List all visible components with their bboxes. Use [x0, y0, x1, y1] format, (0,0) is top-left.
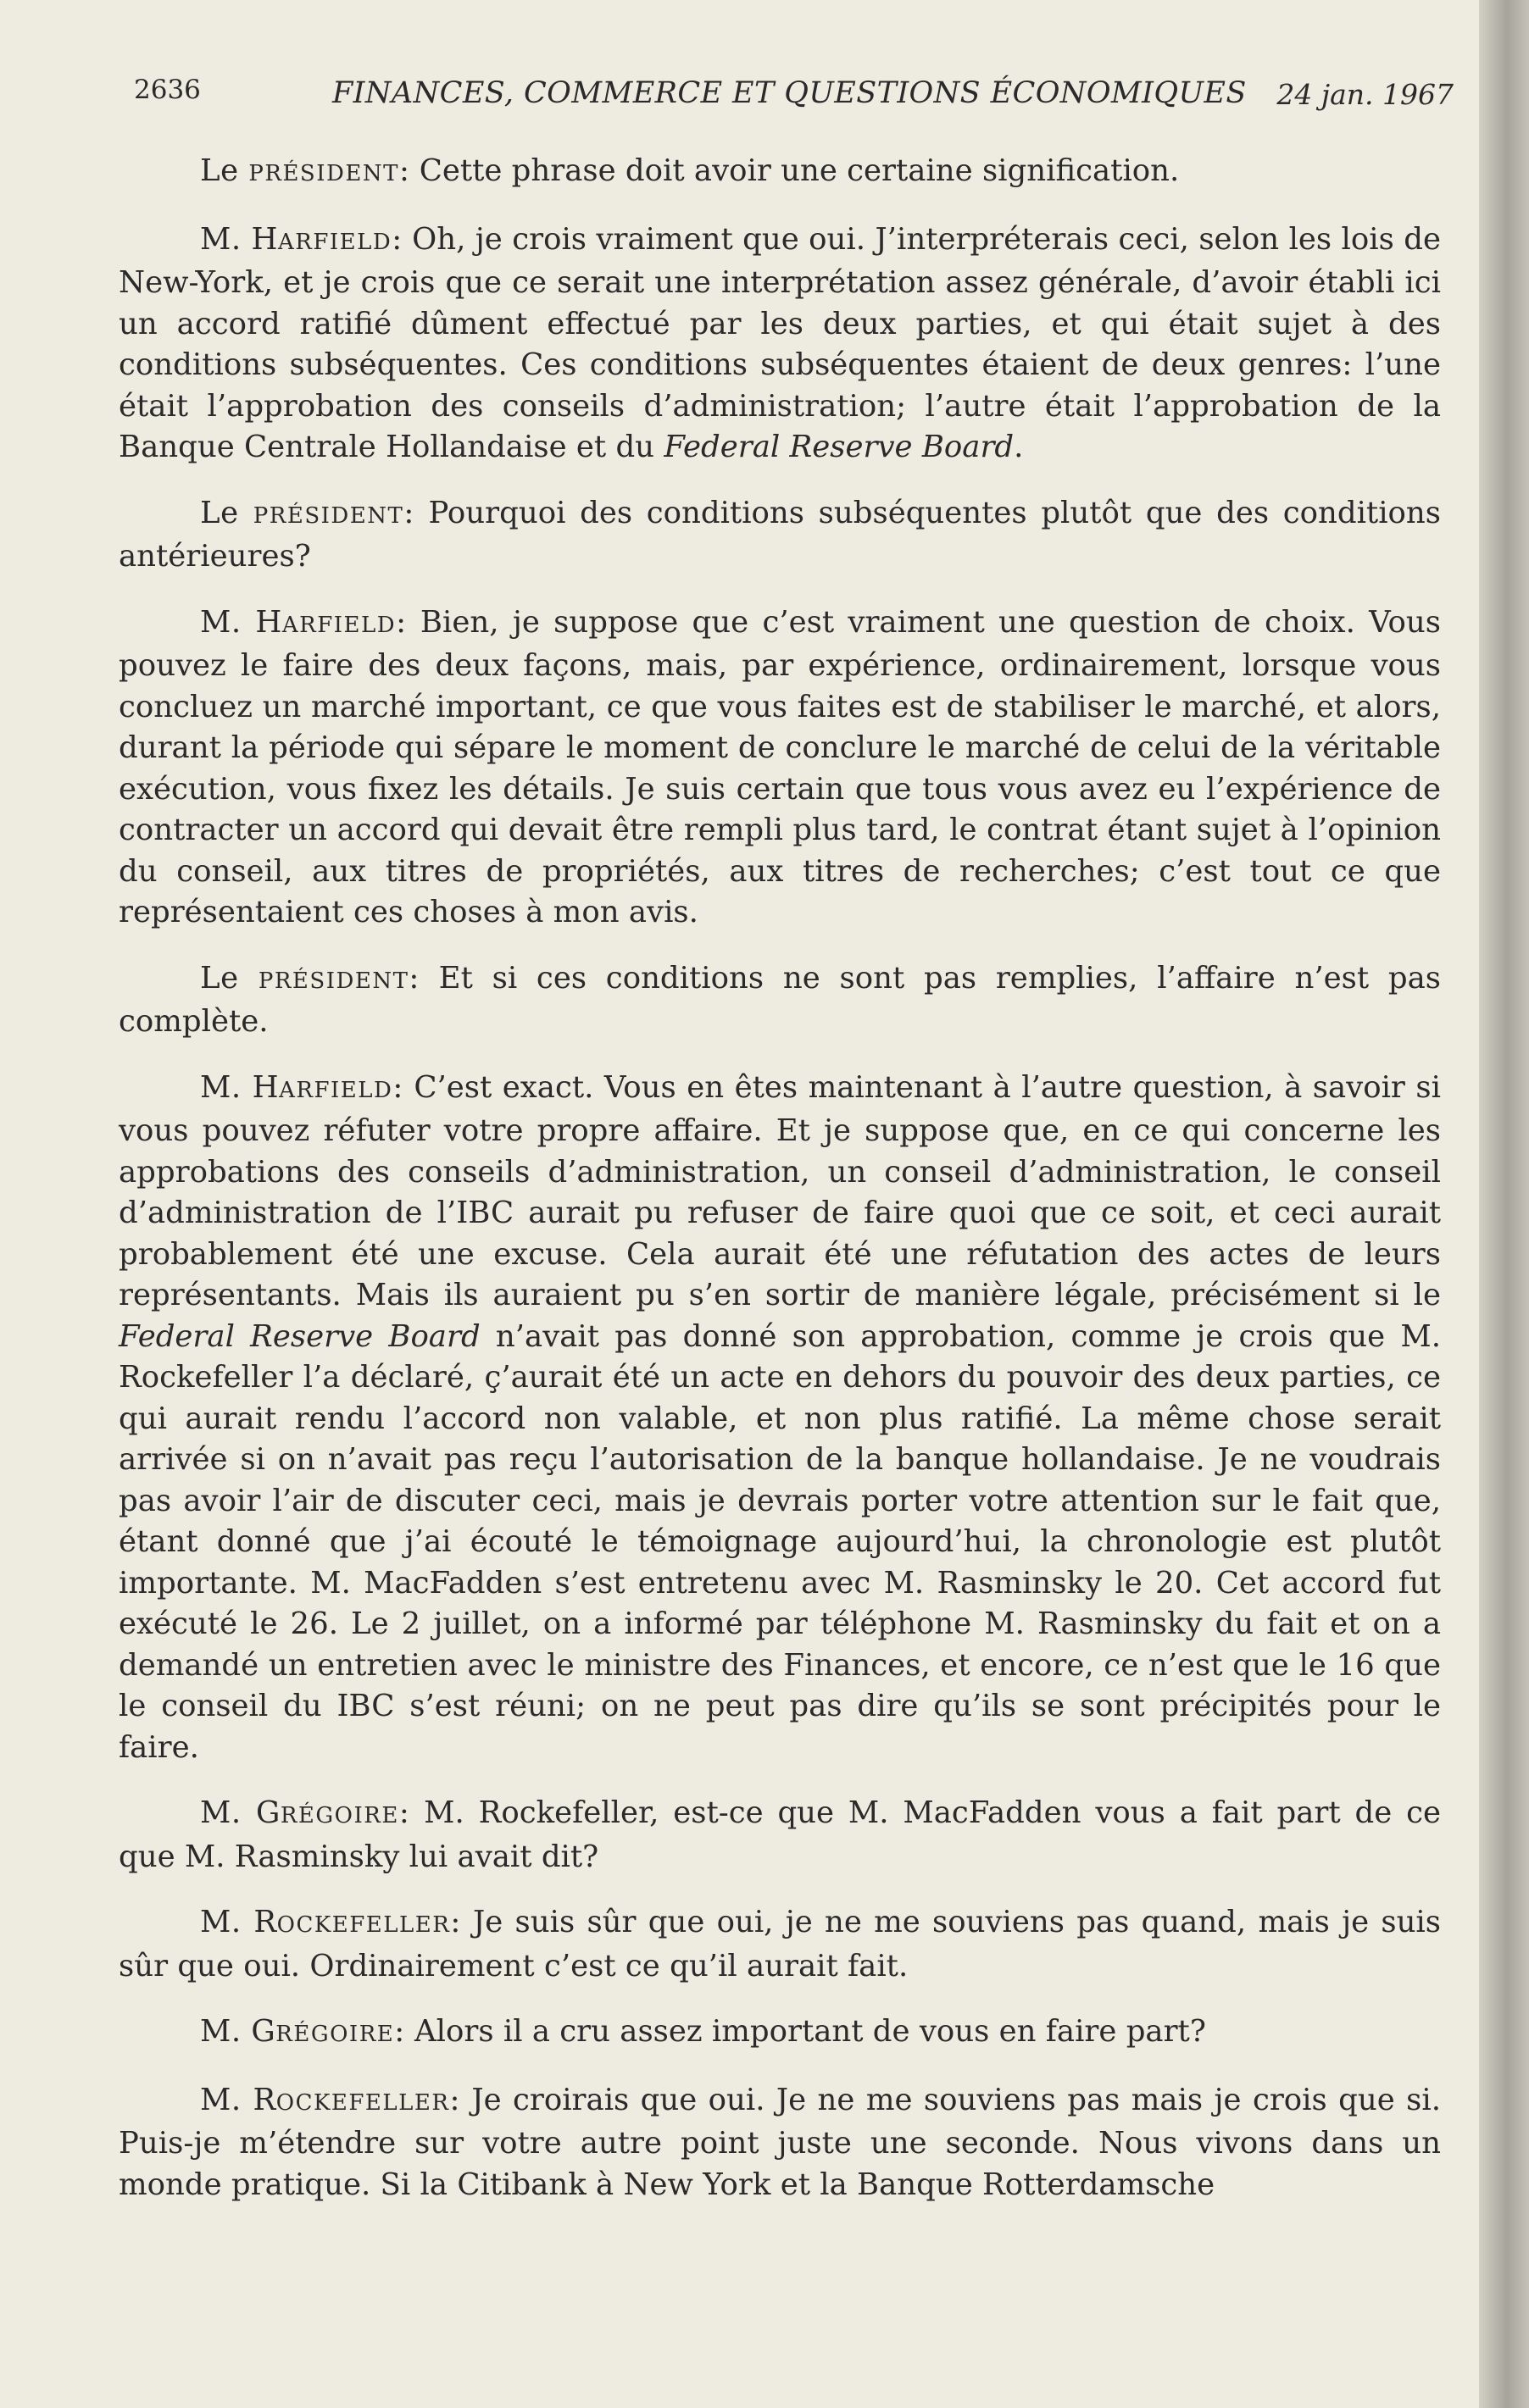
speaker-name: M. HARFIELD: [200, 221, 403, 257]
speaker-name: M. HARFIELD: [200, 604, 407, 640]
speaker-name: Le PRÉSIDENT: [200, 153, 410, 188]
speech-text: C’est exact. Vous en êtes maintenant à l’autre question, à savoir si vous pouvez réfuter votre propre affaire. Et je suppose que, en ce qui concerne les approbations des conseils d’administration, un conseil d’administration, le conseil d’administration de l’IBC aurait pu refuser de faire quoi que ce soit, et ceci aurait probablement été une excuse. Cela aurait été une réfutation des actes de leurs représentants. Mais ils auraient pu s’en sortir de manière légale, précisément si le [119, 1069, 1441, 1312]
speech-text: . [1014, 430, 1024, 464]
italic-term: Federal Reserve Board [664, 430, 1015, 464]
header-date: 24 jan. 1967 [1276, 78, 1454, 111]
paragraph [119, 219, 1441, 469]
paragraph [119, 958, 1441, 1043]
paragraph [119, 1902, 1441, 1987]
paragraph [119, 2080, 1441, 2206]
speech-text: M. Rockefeller, est-ce que M. MacFadden vous a fait part de ce que M. Rasminsky lui avait dit? [119, 1795, 1441, 1874]
speech-text: Oh, je crois vraiment que oui. J’interpréterais ceci, selon les lois de New-York, et je crois que ce serait une interprétation assez générale, d’avoir établi ici un accord ratifié dûment effectué par les deux parties, et qui était sujet à des conditions subséquentes. Ces conditions subséquentes étaient de deux genres: l’une était l’approbation des conseils d’administration; l’autre était l’approbation de la Banque Centrale Hollandaise et du [119, 221, 1441, 464]
page-gutter [1479, 0, 1529, 2408]
speaker-name: Le PRÉSIDENT: [200, 495, 414, 530]
paragraph [119, 1068, 1441, 1769]
body-text [119, 151, 1441, 2230]
running-header [127, 75, 1454, 125]
running-title: FINANCES, COMMERCE ET QUESTIONS ÉCONOMIQUES [332, 76, 1247, 110]
speech-text: Bien, je suppose que c’est vraiment une question de choix. Vous pouvez le faire des deux façons, mais, par expérience, ordinairement, lorsque vous concluez un marché important, ce que vous faites est de stabiliser le marché, et alors, durant la période qui sépare le moment de conclure le marché de celui de la véritable exécution, vous fixez les détails. Je suis certain que tous vous avez eu l’expérience de contracter un accord qui devait être rempli plus tard, le contrat étant sujet à l’opinion du conseil, aux titres de propriétés, aux titres de recherches; c’est tout ce que représentaient ces choses à mon avis. [119, 604, 1441, 929]
speech-text: n’avait pas donné son approbation, comme je crois que M. Rockefeller l’a déclaré, ç’aurait été un acte en dehors du pouvoir des deux parties, ce qui aurait rendu l’accord non valable, et non plus ratifié. La même chose serait arrivée si on n’avait pas reçu l’autorisation de la banque hollandaise. Je ne voudrais pas avoir l’air de discuter ceci, mais je devrais porter votre attention sur le fait que, étant donné que j’ai écouté le témoignage aujourd’hui, la chronologie est plutôt importante. M. MacFadden s’est entretenu avec M. Rasminsky le 20. Cet accord fut exécuté le 26. Le 2 juillet, on a informé par téléphone M. Rasminsky du fait et on a demandé un entretien avec le ministre des Finances, et encore, ce n’est que le 16 que le conseil du IBC s’est réuni; on ne peut pas dire qu’ils se sont précipités pour le faire. [119, 1318, 1441, 1765]
speech-text: Je croirais que oui. Je ne me souviens pas mais je crois que si. Puis-je m’étendre sur votre autre point juste une seconde. Nous vivons dans un monde pratique. Si la Citibank à New York et la Banque Rotterdamsche [119, 2082, 1441, 2202]
paragraph [119, 602, 1441, 934]
paragraph [119, 493, 1441, 578]
speaker-name: M. GRÉGOIRE: [200, 2014, 405, 2049]
speaker-name: M. ROCKEFELLER: [200, 2082, 460, 2117]
speech-text: Et si ces conditions ne sont pas remplies, l’affaire n’est pas complète. [119, 960, 1441, 1039]
speech-text: Cette phrase doit avoir une certaine signification. [409, 153, 1180, 188]
paragraph [119, 2011, 1441, 2056]
speaker-name: Le PRÉSIDENT: [200, 960, 420, 996]
paragraph [119, 151, 1441, 195]
speaker-name: M. ROCKEFELLER: [200, 1905, 461, 1939]
speech-text: Alors il a cru assez important de vous en faire part? [404, 2014, 1206, 2049]
page-number: 2636 [134, 75, 201, 105]
speech-text: Je suis sûr que oui, je ne me souviens pas quand, mais je suis sûr que oui. Ordinairement c’est ce qu’il aurait fait. [119, 1905, 1442, 1984]
paragraph [119, 1793, 1441, 1878]
italic-term: Federal Reserve Board [119, 1318, 481, 1354]
speaker-name: M. GRÉGOIRE: [200, 1795, 410, 1830]
speech-text: Pourquoi des conditions subséquentes plutôt que des conditions antérieures? [119, 495, 1442, 574]
speaker-name: M. HARFIELD: [200, 1069, 403, 1105]
